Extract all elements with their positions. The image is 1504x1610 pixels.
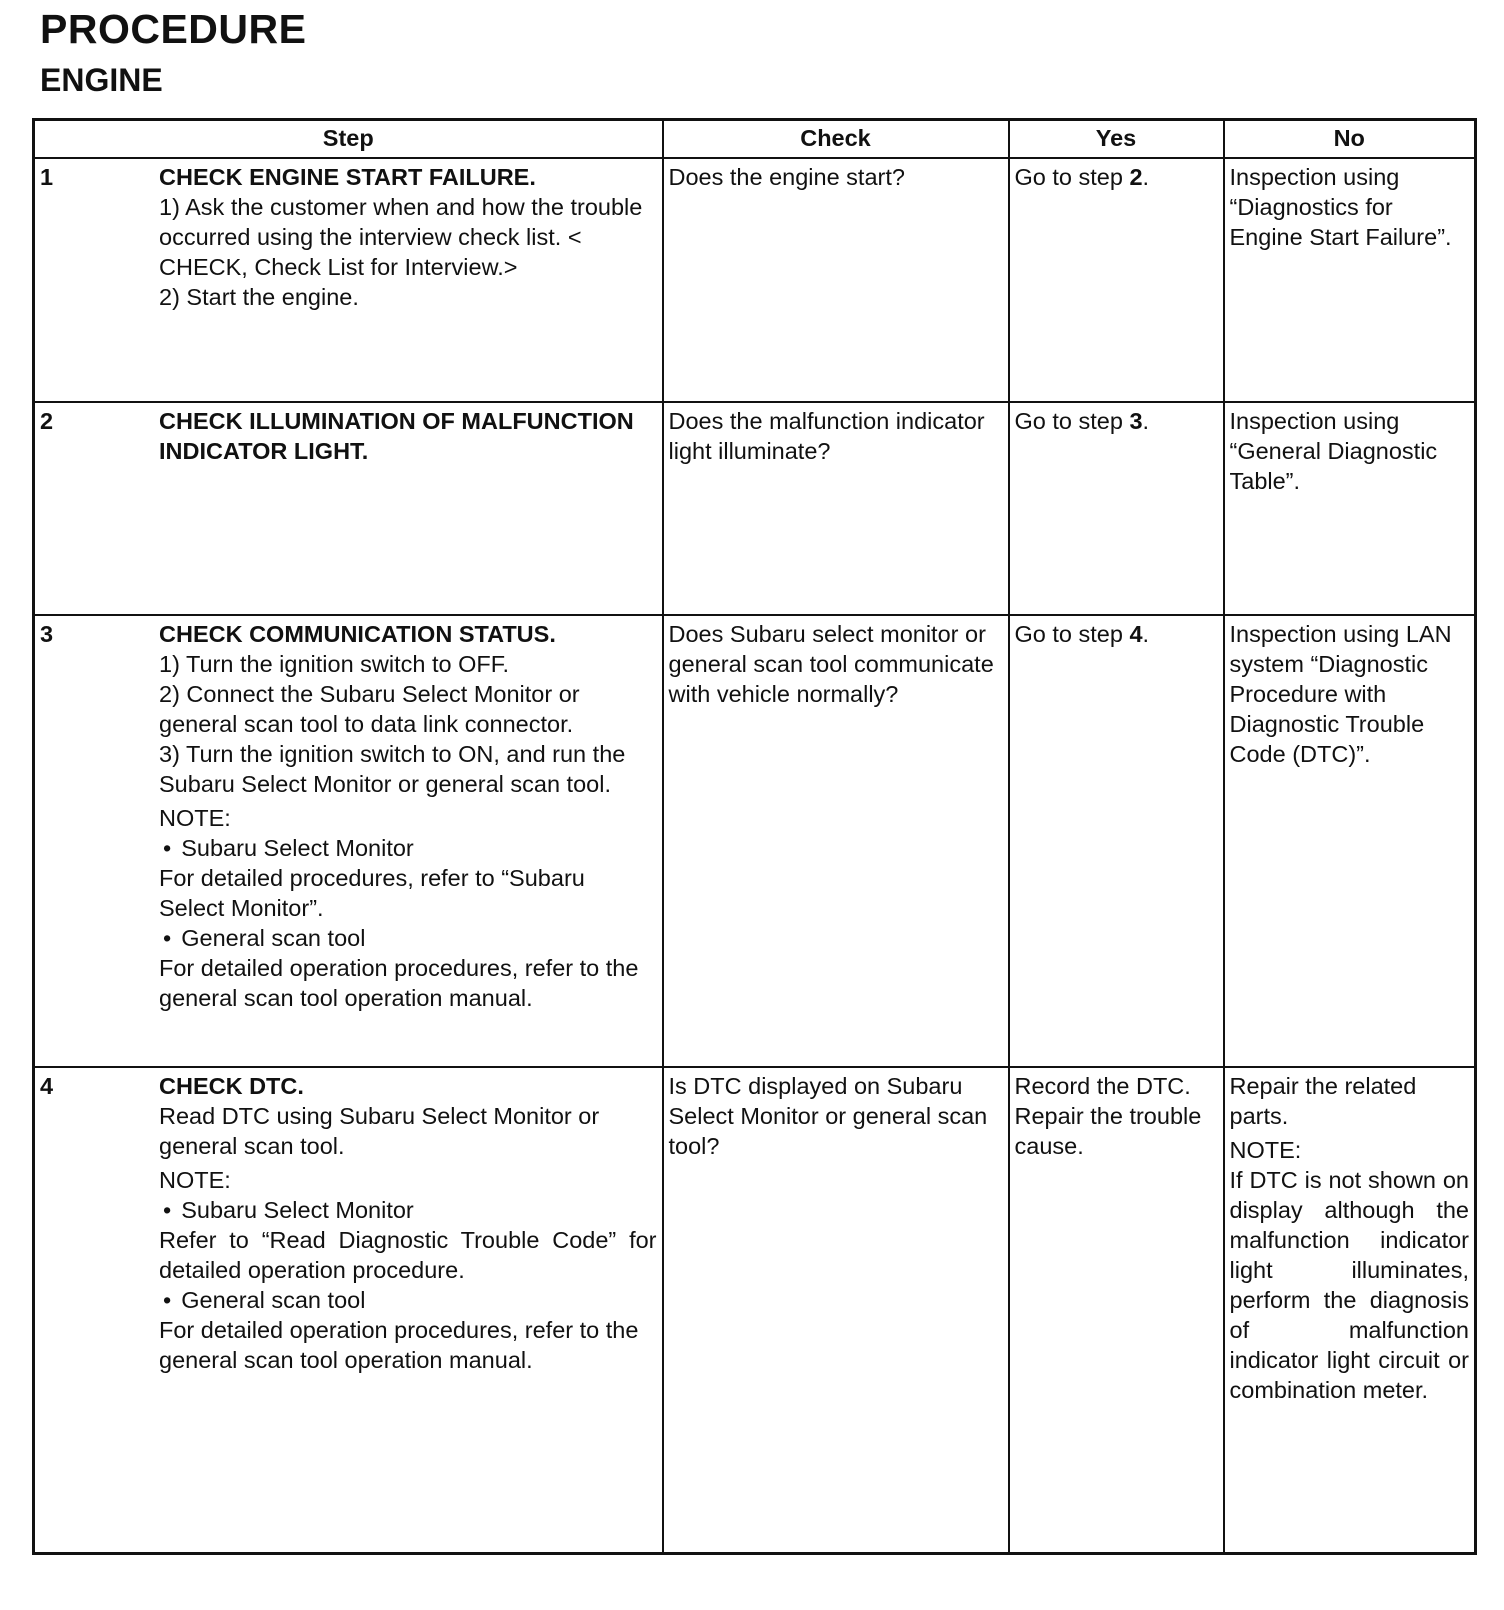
check-cell: Does the malfunction indicator light illuminate? xyxy=(663,402,1009,615)
step-title: CHECK ILLUMINATION OF MALFUNCTION INDICATOR LIGHT. xyxy=(159,408,634,464)
step-instruction: 2) Connect the Subaru Select Monitor or general scan tool to data link connector. xyxy=(159,681,580,737)
bullet-item: • Subaru Select Monitor xyxy=(159,1195,657,1225)
step-cell xyxy=(34,158,663,402)
bullet-text: For detailed operation procedures, refer to the general scan tool operation manual. xyxy=(159,955,639,1011)
step-number: 2 xyxy=(40,408,54,434)
step-title: CHECK ENGINE START FAILURE. xyxy=(159,164,536,190)
table-row xyxy=(34,402,1476,615)
step-number: 3 xyxy=(40,621,54,647)
header-check: Check xyxy=(663,120,1009,159)
yes-cell xyxy=(1009,615,1224,1067)
step-number: 1 xyxy=(40,164,54,190)
procedure-table xyxy=(32,118,1477,1555)
yes-suffix: . xyxy=(1142,621,1150,647)
no-text: Repair the related parts. xyxy=(1229,1073,1417,1129)
bullet-text: Refer to “Read Diagnostic Trouble Code” for detailed operation procedure. xyxy=(159,1227,657,1283)
table-header-row xyxy=(34,120,1476,159)
header-no: No xyxy=(1224,120,1476,159)
section-title: ENGINE xyxy=(40,62,163,98)
note-label: NOTE: xyxy=(159,1167,231,1193)
step-instruction: 1) Turn the ignition switch to OFF. xyxy=(159,651,510,677)
no-cell: Inspection using “Diagnostics for Engine Start Failure”. xyxy=(1224,158,1476,402)
check-cell: Does Subaru select monitor or general scan tool communicate with vehicle normally? xyxy=(663,615,1009,1067)
no-cell: Inspection using “General Diagnostic Table”. xyxy=(1224,402,1476,615)
step-title: CHECK COMMUNICATION STATUS. xyxy=(159,621,556,647)
no-cell xyxy=(1224,1067,1476,1553)
yes-cell: Record the DTC. Repair the trouble cause. xyxy=(1009,1067,1224,1553)
header-yes: Yes xyxy=(1009,120,1224,159)
bullet-item: • General scan tool xyxy=(159,923,657,953)
yes-suffix: . xyxy=(1142,408,1150,434)
note-label: NOTE: xyxy=(159,805,231,831)
bullet-item: • General scan tool xyxy=(159,1285,657,1315)
yes-step-link[interactable]: 2 xyxy=(1129,164,1143,190)
check-cell: Is DTC displayed on Subaru Select Monitor or general scan tool? xyxy=(663,1067,1009,1553)
step-number: 4 xyxy=(40,1073,54,1099)
note-label: NOTE: xyxy=(1229,1137,1302,1163)
yes-step-link[interactable]: 4 xyxy=(1129,621,1143,647)
bullet-text: For detailed operation procedures, refer to the general scan tool operation manual. xyxy=(159,1317,639,1373)
yes-suffix: . xyxy=(1142,164,1150,190)
step-cell xyxy=(34,1067,663,1553)
table-row xyxy=(34,615,1476,1067)
yes-cell xyxy=(1009,402,1224,615)
table-row xyxy=(34,1067,1476,1553)
step-cell xyxy=(34,402,663,615)
yes-prefix: Go to step xyxy=(1014,164,1130,190)
yes-step-link[interactable]: 3 xyxy=(1129,408,1143,434)
page-title: PROCEDURE xyxy=(40,6,307,52)
bullet-item: • Subaru Select Monitor xyxy=(159,833,657,863)
step-title: CHECK DTC. xyxy=(159,1073,304,1099)
bullet-text: For detailed procedures, refer to “Subaru Select Monitor”. xyxy=(159,865,585,921)
yes-cell xyxy=(1009,158,1224,402)
header-step: Step xyxy=(34,120,663,159)
step-instruction: 2) Start the engine. xyxy=(159,284,359,310)
no-cell: Inspection using LAN system “Diagnostic Procedure with Diagnostic Trouble Code (DTC)”. xyxy=(1224,615,1476,1067)
step-instruction: Read DTC using Subaru Select Monitor or general scan tool. xyxy=(159,1103,600,1159)
step-instruction: 3) Turn the ignition switch to ON, and run the Subaru Select Monitor or general scan tool. xyxy=(159,741,626,797)
step-instruction: 1) Ask the customer when and how the trouble occurred using the interview check list. < CHECK, Check List for Interview.> xyxy=(159,194,643,280)
step-cell xyxy=(34,615,663,1067)
table-row xyxy=(34,158,1476,402)
check-cell: Does the engine start? xyxy=(663,158,1009,402)
yes-prefix: Go to step xyxy=(1014,621,1130,647)
note-text: If DTC is not shown on display although the malfunction indicator light illuminates, perform the diagnosis of malfunction indicator light circuit or combination meter. xyxy=(1229,1167,1469,1403)
yes-prefix: Go to step xyxy=(1014,408,1130,434)
